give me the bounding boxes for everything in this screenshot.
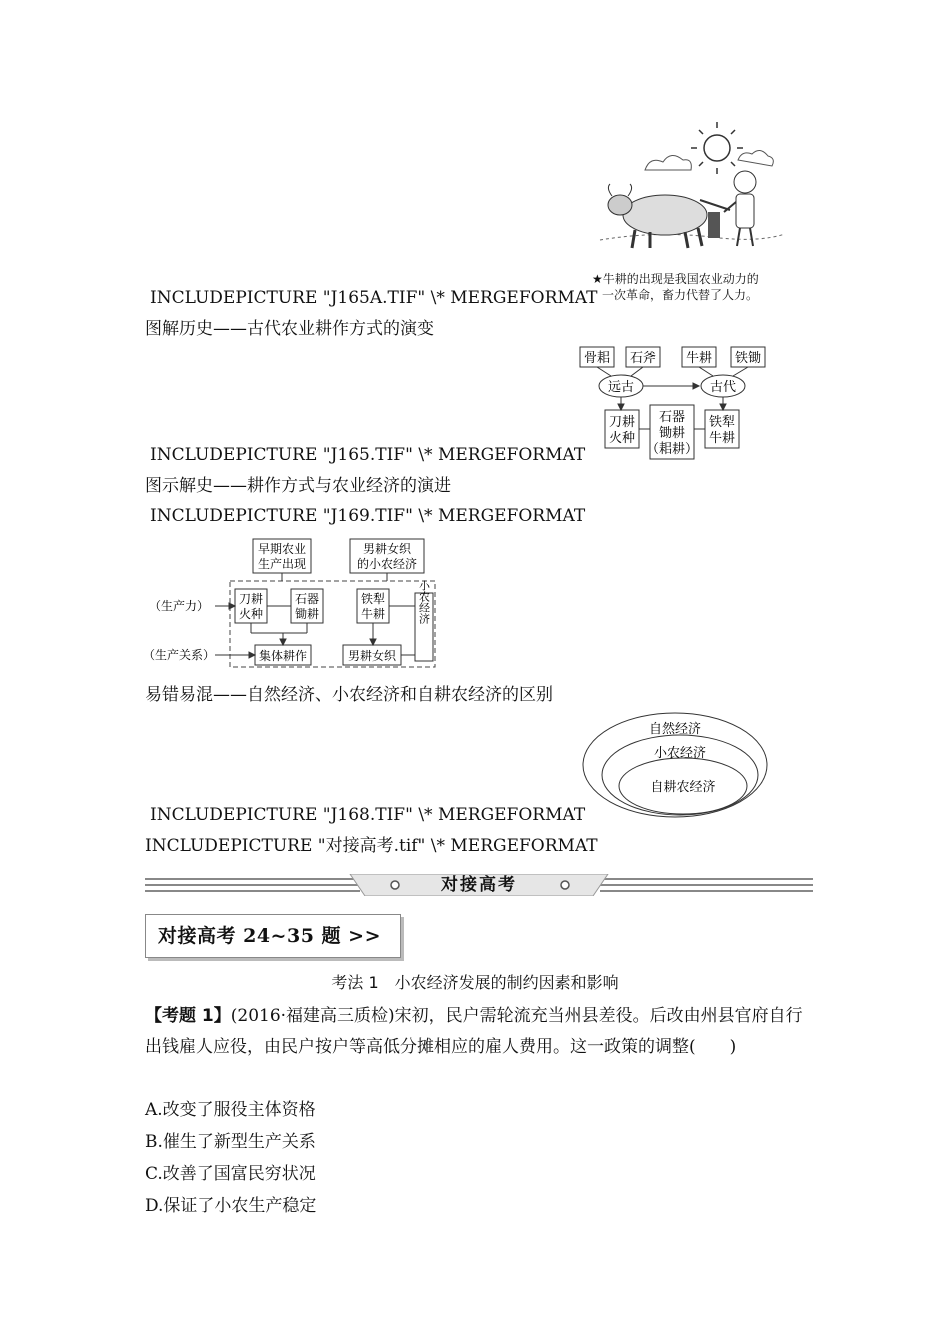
- section-banner: [145, 874, 813, 896]
- d2-b2-l1: 石器: [294, 592, 320, 606]
- d2-b2-l2: 锄耕: [294, 607, 320, 621]
- d2-male-female: 男耕女织: [347, 649, 397, 663]
- d1-b3-l2: 牛耕: [708, 431, 736, 446]
- d1-box-niugeng: 牛耕: [685, 351, 713, 366]
- option-b: B.催生了新型生产关系: [145, 1132, 316, 1152]
- option-d: D.保证了小农生产稳定: [145, 1196, 317, 1216]
- d1-node-yuangu: 远古: [607, 380, 635, 395]
- d2-b3-l2: 牛耕: [360, 607, 386, 621]
- d3-outer: 自然经济: [648, 722, 702, 737]
- d1-node-gudai: 古代: [709, 380, 737, 395]
- d1-b3-l1: 铁犁: [708, 415, 736, 430]
- d2-top2-l2: 的小农经济: [356, 557, 418, 571]
- economy-nesting-diagram: [580, 710, 770, 820]
- d2-top1-l1: 早期农业: [257, 542, 307, 556]
- d2-label-relations: （生产关系）: [145, 648, 216, 662]
- d2-b1-l1: 刀耕: [238, 592, 264, 606]
- include-picture-5: INCLUDEPICTURE "对接高考.tif" \* MERGEFORMAT: [145, 836, 598, 856]
- d2-b3-l1: 铁犁: [360, 592, 386, 606]
- heading-diagram-history: 图示解史——耕作方式与农业经济的演进: [145, 476, 451, 496]
- d2-top2-l1: 男耕女织: [362, 542, 412, 556]
- include-picture-2: INCLUDEPICTURE "J165.TIF" \* MERGEFORMAT: [150, 445, 586, 465]
- d3-inner: 自耕农经济: [650, 780, 716, 795]
- d1-b1-l1: 刀耕: [608, 415, 636, 430]
- option-c: C.改善了国富民穷状况: [145, 1164, 316, 1184]
- farming-economy-diagram: [145, 535, 445, 670]
- question-text: (2016·福建高三质检)宋初，民户需轮流充当州县差役。后改由州县官府自行出钱雇人应役，由民户按户等高低分摊相应的雇人费用。这一政策的调整( ): [145, 1006, 803, 1057]
- d2-vertical-box: 小农经济: [417, 580, 431, 624]
- question-tag: 【考题 1】: [145, 1006, 231, 1026]
- include-picture-1: INCLUDEPICTURE "J165A.TIF" \* MERGEFORMAT: [150, 288, 598, 308]
- banner-title: 对接高考: [441, 875, 517, 895]
- d1-box-shifu: 石斧: [629, 351, 657, 366]
- d1-b2-l3: （耜耕）: [645, 442, 699, 457]
- d1-box-tiechu: 铁锄: [734, 351, 762, 366]
- d1-box-gusi: 骨耜: [583, 351, 611, 366]
- d1-b2-l1: 石器: [658, 410, 686, 425]
- d3-middle: 小农经济: [653, 746, 707, 761]
- farming-evolution-diagram: [575, 345, 775, 465]
- d2-label-productivity: （生产力）: [148, 599, 210, 613]
- question-1: [145, 1001, 810, 1063]
- include-picture-3: INCLUDEPICTURE "J169.TIF" \* MERGEFORMAT: [150, 506, 586, 526]
- d2-top1-l2: 生产出现: [257, 557, 307, 571]
- heading-illustrated-history: 图解历史——古代农业耕作方式的演变: [145, 319, 434, 339]
- d2-collective: 集体耕作: [258, 649, 308, 663]
- heading-confusing-concepts: 易错易混——自然经济、小农经济和自耕农经济的区别: [145, 685, 553, 705]
- cartoon-caption-line2: 一次革命，畜力代替了人力。: [602, 288, 759, 302]
- exam-range-box: 对接高考 24~35 题 >>: [145, 914, 401, 958]
- option-a: A.改变了服役主体资格: [145, 1100, 316, 1120]
- d2-b1-l2: 火种: [238, 607, 264, 621]
- cartoon-caption-line1: ★牛耕的出现是我国农业动力的: [592, 272, 759, 286]
- section-title: 考法 1 小农经济发展的制约因素和影响: [331, 973, 619, 992]
- d1-b1-l2: 火种: [608, 431, 636, 446]
- ox-plowing-cartoon: [590, 120, 790, 270]
- d1-b2-l2: 锄耕: [658, 426, 686, 441]
- include-picture-4: INCLUDEPICTURE "J168.TIF" \* MERGEFORMAT: [150, 805, 586, 825]
